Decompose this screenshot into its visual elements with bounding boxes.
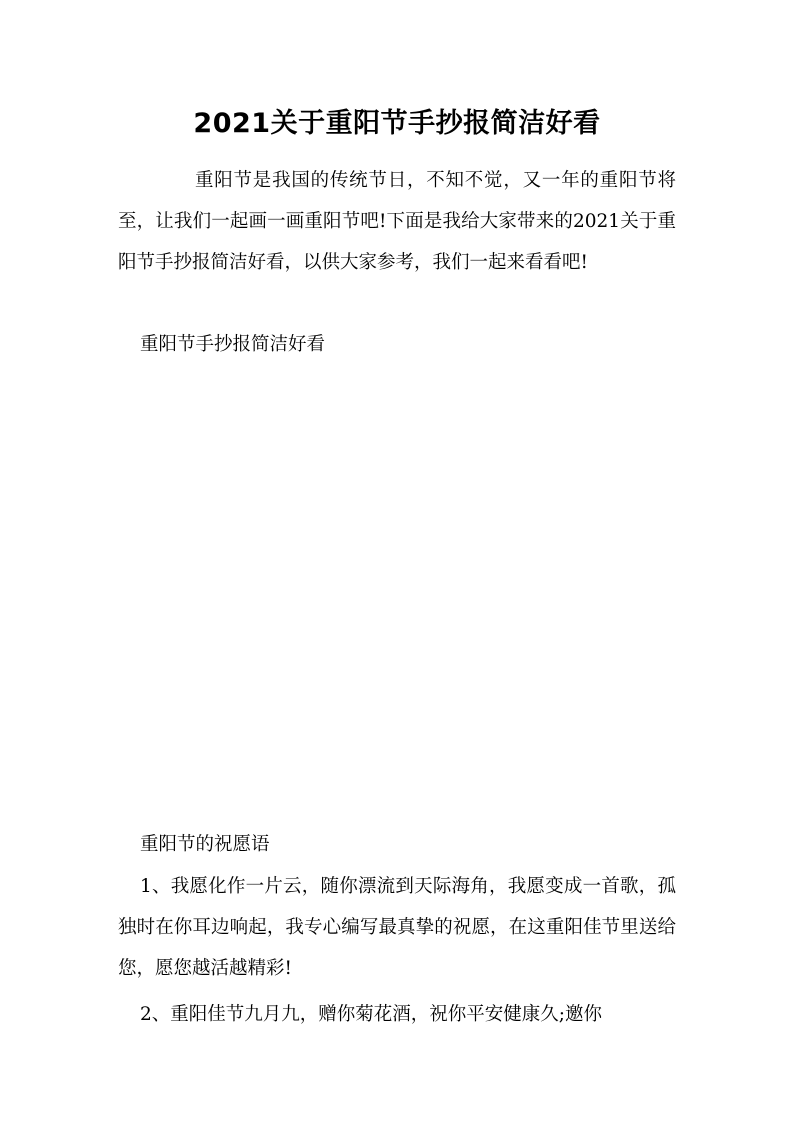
blank-image-area xyxy=(118,372,676,802)
wish-item-1: 1、我愿化作一片云，随你漂流到天际海角，我愿变成一首歌，孤独时在你耳边响起，我专心编写最真挚的祝愿，在这重阳佳节里送给您，愿您越活越精彩! xyxy=(118,876,676,979)
section-heading: 重阳节手抄报简洁好看 xyxy=(140,334,326,355)
wish-item-2: 2、重阳佳节九月九，赠你菊花酒，祝你平安健康久;邀你 xyxy=(140,1004,603,1025)
intro-paragraph: 重阳节是我国的传统节日，不知不觉，又一年的重阳节将至，让我们一起画一画重阳节吧!下面是我给大家带来的2021关于重阳节手抄报简洁好看，以供大家参考，我们一起来看看吧! xyxy=(118,170,676,273)
document-title: 2021关于重阳节手抄报简洁好看 xyxy=(193,108,601,139)
wishes-heading: 重阳节的祝愿语 xyxy=(140,834,270,855)
